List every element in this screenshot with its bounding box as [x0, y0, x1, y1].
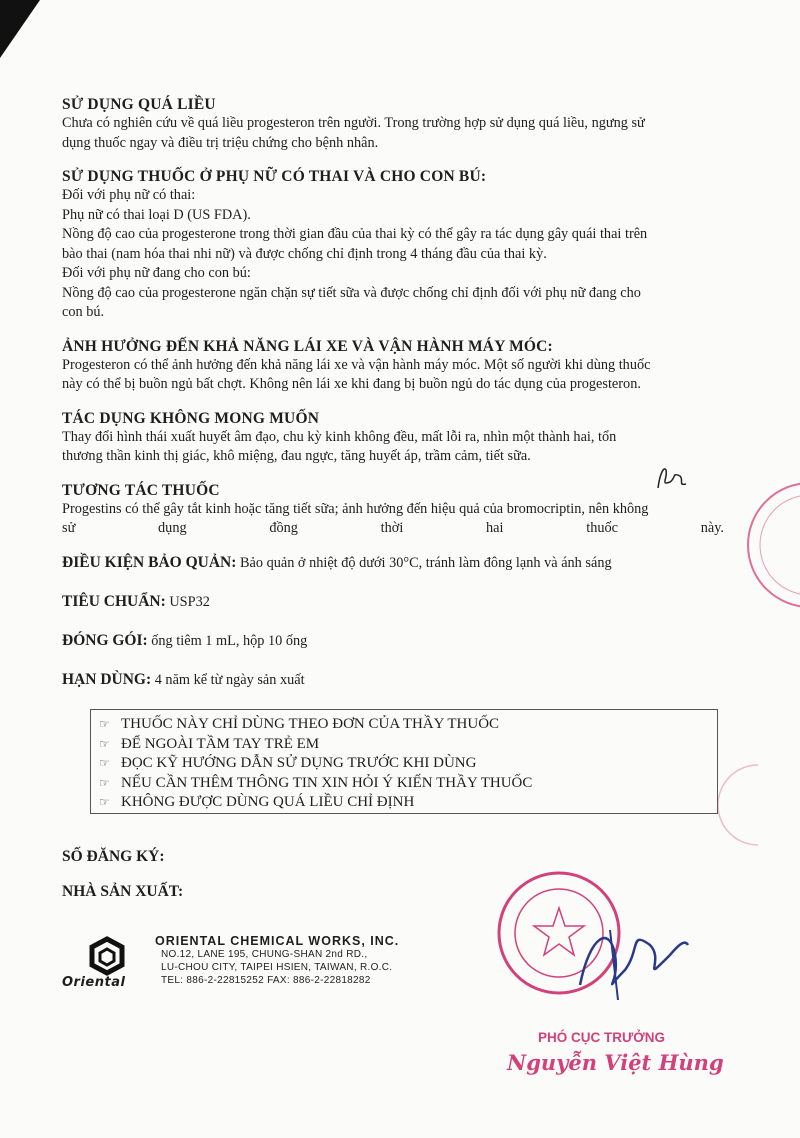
pregnancy-line: Nồng độ cao của progesterone trong thời gian đầu của thai kỳ có thể gây ra tác dụng gây quái thai trên — [62, 226, 648, 242]
deputy-director-title: PHÓ CỤC TRƯỞNG — [538, 1030, 665, 1045]
pregnancy-line: Nồng độ cao của progesterone ngăn chặn sự tiết sữa và được chống chỉ định đối với phụ nữ đang cho — [62, 284, 641, 301]
standard-value: USP32 — [165, 593, 210, 610]
warning-text: NẾU CẦN THÊM THÔNG TIN XIN HỎI Ý KIẾN THẦY THUỐC — [121, 774, 533, 791]
pregnancy-heading: SỬ DỤNG THUỐC Ở PHỤ NỮ CÓ THAI VÀ CHO CON BÚ: — [62, 168, 487, 185]
section-side-effects — [62, 409, 724, 467]
storage-row — [62, 553, 724, 573]
packaging-value: ống tiêm 1 mL, hộp 10 ống — [147, 632, 308, 649]
section-overdose — [62, 95, 724, 153]
pregnancy-line: Đối với phụ nữ đang cho con bú: — [62, 265, 251, 281]
warning-item — [99, 735, 717, 755]
standard-label: TIÊU CHUẨN: — [62, 592, 166, 610]
company-address-2: LU-CHOU CITY, TAIPEI HSIEN, TAIWAN, R.O.C. — [161, 962, 393, 973]
driving-line: này có thể bị buồn ngủ bất chợt. Không nên lái xe khi đang bị buồn ngủ do tác dụng của progesteron. — [62, 376, 641, 392]
pregnancy-line: Đối với phụ nữ có thai: — [62, 187, 196, 203]
registration-label: SỐ ĐĂNG KÝ: — [62, 848, 165, 865]
section-interactions — [62, 481, 724, 539]
storage-value: Bảo quản ở nhiệt độ dưới 30°C, tránh làm đông lạnh và ánh sáng — [236, 554, 612, 571]
corner-mark — [0, 0, 40, 60]
document-body — [62, 95, 724, 709]
warning-text: KHÔNG ĐƯỢC DÙNG QUÁ LIỀU CHỈ ĐỊNH — [121, 794, 415, 810]
pointing-hand-icon: ☞ — [99, 795, 110, 809]
interactions-line: Progestins có thể gây tắt kinh hoặc tăng tiết sữa; ảnh hưởng đến hiệu quả của bromocriptin, nên không — [62, 500, 649, 517]
pointing-hand-icon: ☞ — [99, 736, 110, 751]
overdose-line: Chưa có nghiên cứu về quá liều progesteron trên người. Trong trường hợp sử dụng quá liều, ngưng sử — [62, 115, 645, 131]
company-address-1: NO.12, LANE 195, CHUNG-SHAN 2nd RD., — [161, 949, 368, 960]
section-pregnancy — [62, 167, 724, 323]
pointing-hand-icon: ☞ — [99, 775, 110, 790]
side-seal-icon — [740, 470, 800, 620]
warning-text: ĐỌC KỸ HƯỚNG DẪN SỬ DỤNG TRƯỚC KHI DÙNG — [121, 755, 477, 771]
expiry-row — [62, 670, 724, 690]
warning-item — [99, 793, 717, 813]
storage-label: ĐIỀU KIỆN BẢO QUẢN: — [62, 553, 237, 571]
warning-item — [99, 774, 717, 794]
company-name: ORIENTAL CHEMICAL WORKS, INC. — [155, 934, 400, 948]
standard-row — [62, 592, 724, 612]
company-info — [155, 934, 399, 987]
warning-box — [90, 709, 718, 814]
warning-text: THUỐC NÀY CHỈ DÙNG THEO ĐƠN CỦA THẦY THUỐC — [121, 716, 500, 732]
interactions-line: sử dụng đồng thời hai thuốc này. — [62, 520, 724, 536]
expiry-value: 4 năm kể từ ngày sản xuất — [151, 671, 305, 688]
driving-line: Progesteron có thể ảnh hưởng đến khả năng lái xe và vận hành máy móc. Một số người khi dùng thuốc — [62, 356, 651, 373]
logo-wordmark: Oriental — [62, 975, 126, 990]
driving-heading: ẢNH HƯỞNG ĐẾN KHẢ NĂNG LÁI XE VÀ VẬN HÀNH MÁY MÓC: — [62, 337, 553, 355]
pointing-hand-icon: ☞ — [99, 756, 110, 770]
packaging-row — [62, 631, 724, 651]
initial-signature-icon — [650, 458, 690, 498]
side-effects-line: Thay đổi hình thái xuất huyết âm đạo, chu kỳ kinh không đều, mất lỗi ra, nhìn một thành hai, tổn — [62, 428, 617, 445]
side-effects-line: thương thần kinh thị giác, khô miệng, đau ngực, tăng huyết áp, trầm cảm, tiết sữa. — [62, 448, 531, 464]
packaging-label: ĐÓNG GÓI: — [62, 631, 148, 649]
pregnancy-line: Phụ nữ có thai loại D (US FDA). — [62, 206, 251, 223]
pregnancy-line: con bú. — [62, 304, 105, 320]
interactions-heading: TƯƠNG TÁC THUỐC — [62, 481, 220, 499]
overdose-line: dụng thuốc ngay và điều trị triệu chứng cho bệnh nhân. — [62, 134, 379, 151]
pointing-hand-icon: ☞ — [99, 717, 110, 731]
company-phone: TEL: 886-2-22815252 FAX: 886-2-22818282 — [161, 975, 371, 986]
side-effects-heading: TÁC DỤNG KHÔNG MONG MUỐN — [62, 409, 320, 427]
deputy-director-name: Nguyễn Việt Hùng — [507, 1050, 724, 1075]
warning-item — [99, 715, 717, 735]
section-driving — [62, 337, 724, 395]
overdose-heading: SỬ DỤNG QUÁ LIỀU — [62, 96, 216, 113]
handwritten-signature-icon — [570, 915, 690, 1005]
warning-item — [99, 754, 717, 774]
expiry-label: HẠN DÙNG: — [62, 670, 152, 688]
warning-text: ĐỂ NGOÀI TẦM TAY TRẺ EM — [121, 735, 320, 752]
manufacturer-label: NHÀ SẢN XUẤT: — [62, 883, 184, 900]
pregnancy-line: bào thai (nam hóa thai nhi nữ) và được chống chỉ định trong 4 tháng đầu của thai kỳ. — [62, 245, 547, 262]
faded-seal-icon — [698, 755, 758, 855]
